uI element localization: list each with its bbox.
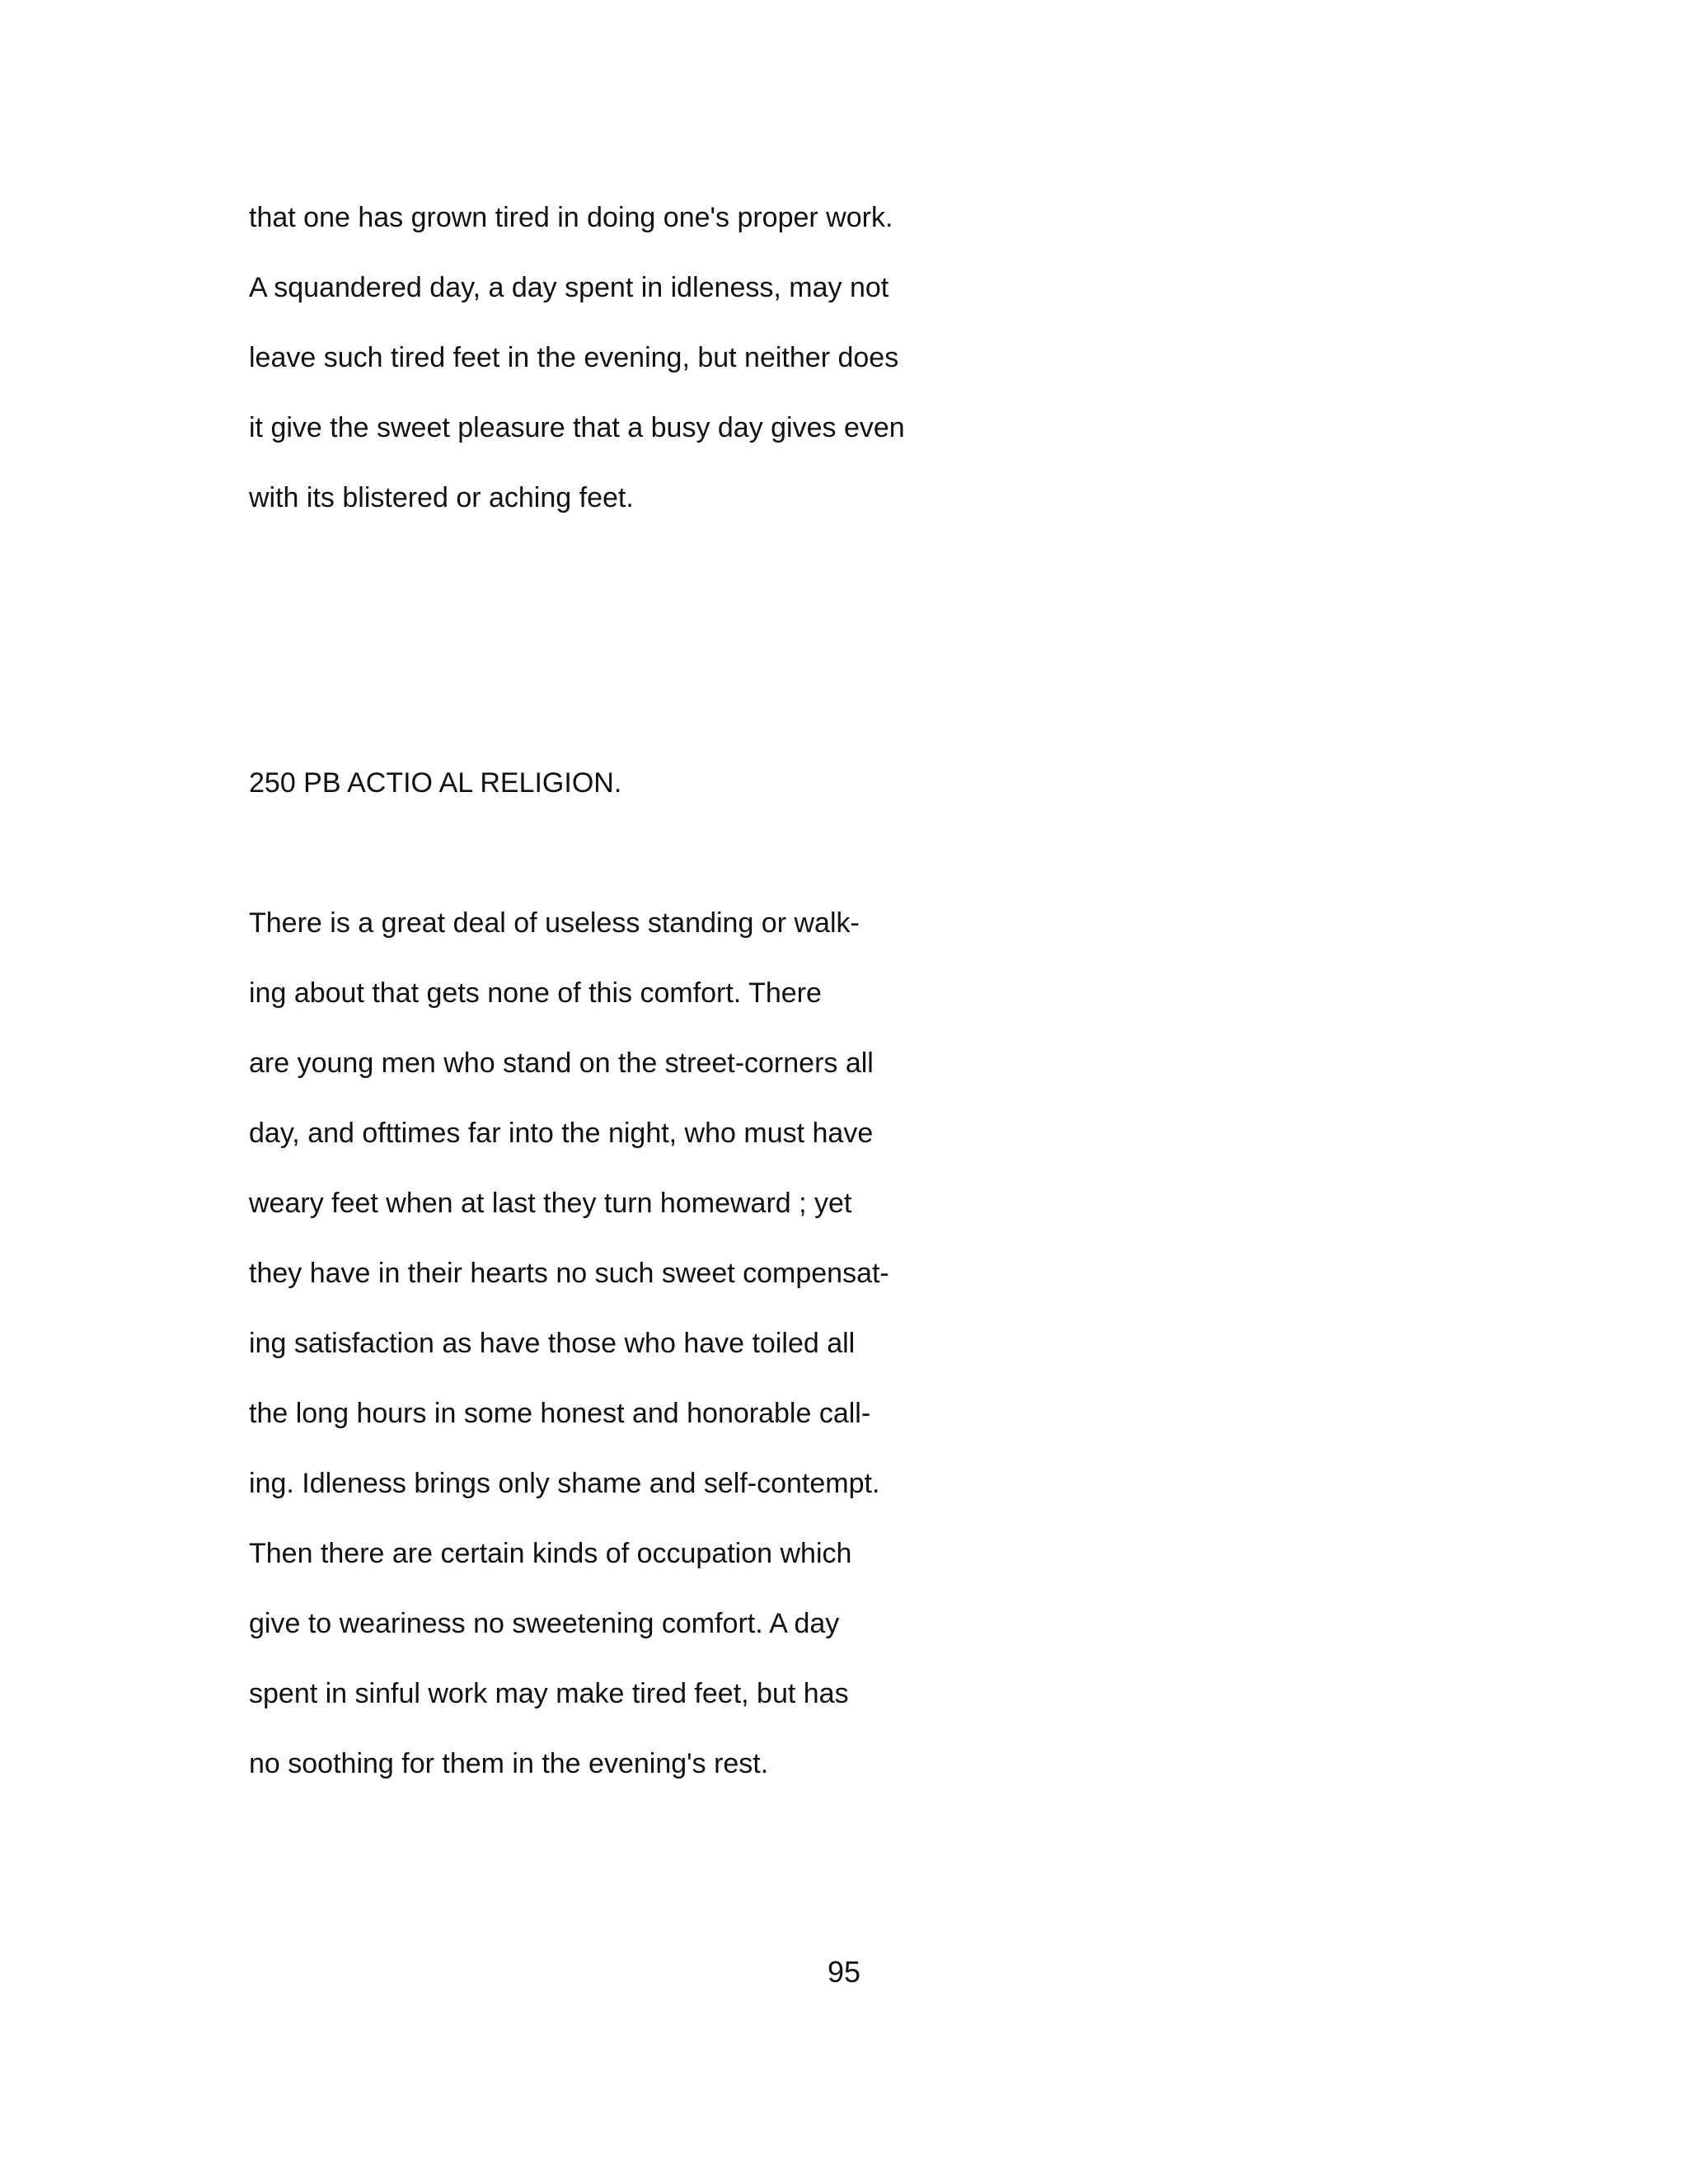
text-line: it give the sweet pleasure that a busy day gives even bbox=[249, 412, 905, 443]
text-line: ing. Idleness brings only shame and self-contempt. bbox=[249, 1468, 880, 1499]
text-line: weary feet when at last they turn homeward ; yet bbox=[249, 1188, 852, 1219]
text-line: ing satisfaction as have those who have toiled all bbox=[249, 1328, 856, 1359]
text-line: no soothing for them in the evening's rest. bbox=[249, 1748, 769, 1779]
main-paragraph bbox=[249, 888, 1238, 1799]
text-line: are young men who stand on the street-corners all bbox=[249, 1047, 874, 1079]
text-line: ing about that gets none of this comfort. There bbox=[249, 977, 822, 1009]
text-line: the long hours in some honest and honorable call- bbox=[249, 1398, 871, 1429]
page-number: 95 bbox=[827, 1955, 861, 1989]
text-line: give to weariness no sweetening comfort. A day bbox=[249, 1608, 840, 1639]
text-line: spent in sinful work may make tired feet, but has bbox=[249, 1678, 849, 1709]
text-line: Then there are certain kinds of occupation which bbox=[249, 1538, 852, 1569]
text-line: leave such tired feet in the evening, but neither does bbox=[249, 342, 899, 373]
text-line: with its blistered or aching feet. bbox=[249, 482, 634, 513]
text-line: A squandered day, a day spent in idleness, may not bbox=[249, 272, 889, 303]
text-line: they have in their hearts no such sweet compensat- bbox=[249, 1258, 889, 1289]
text-line: that one has grown tired in doing one's proper work. bbox=[249, 202, 893, 233]
text-line: There is a great deal of useless standing or walk- bbox=[249, 907, 860, 939]
running-head: 250 PB ACTIO AL RELIGION. bbox=[249, 767, 622, 799]
text-line: day, and ofttimes far into the night, who must have bbox=[249, 1118, 874, 1149]
top-paragraph bbox=[249, 183, 1238, 533]
